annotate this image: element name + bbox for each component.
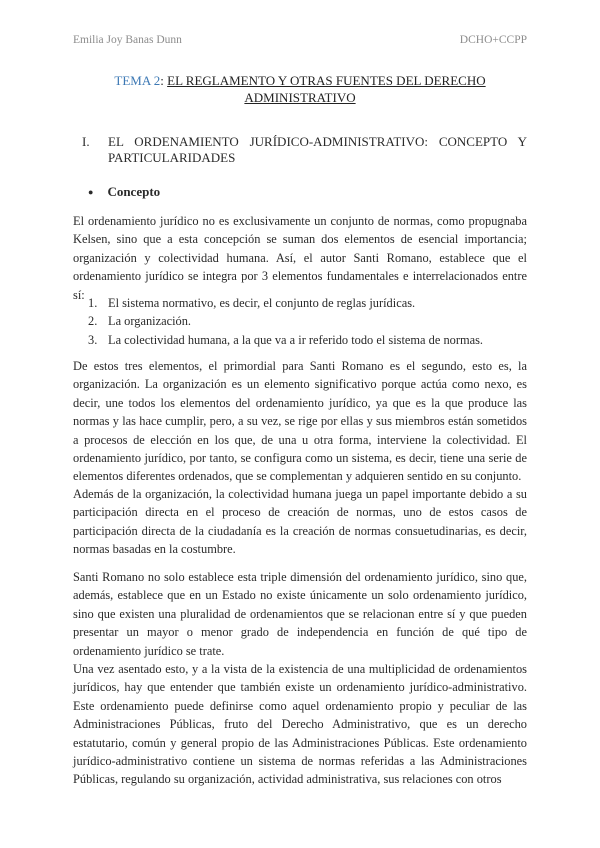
- paragraph-text: Santi Romano no solo establece esta triple dimensión del ordenamiento jurídico, sino que, además, establece que en un Estado no existe únicamente un solo ordenamiento jurídico, sino que existen una pluralidad de ordenamientos que se relacionan entre sí y que pueden presentar un mayor o menor grado de independencia en función de qué tipo de ordenamiento jurídico se trate.: [73, 570, 527, 658]
- paragraph-text: De estos tres elementos, el primordial para Santi Romano es el segundo, esto es, la organización. La organización es un elemento significativo porque actúa como nexo, es decir, une todos los elementos del ordenamiento jurídico, ya que es la que produce las normas y las hace cumplir, pero, a su vez, se rige por ellas y sus miembros están sometidos a procesos de elección en los que, de una u otra forma, interviene la colectividad. El ordenamiento jurídico, por tanto, se configura como un sistema, es decir, tiene una serie de elementos diferentes ordenados, que se complementan y adquieren sentido en su conjunto.: [73, 359, 527, 484]
- paragraph-1: [73, 212, 527, 304]
- section-heading: [82, 134, 527, 166]
- list-item-number: 3.: [88, 332, 98, 347]
- paragraph-text: Además de la organización, la colectividad humana juega un papel importante debido a su participación directa en el proceso de creación de normas, uno de estos casos de participación directa de la ciudadanía es la creación de normas consuetudinarias, es decir, normas basadas en la costumbre.: [73, 487, 527, 557]
- document-title: [73, 72, 527, 106]
- paragraph-4: [73, 568, 527, 660]
- paragraph-text: El ordenamiento jurídico no es exclusivamente un conjunto de normas, como propugnaba Kelsen, sino que a esta concepción se suman dos elementos de esencial importancia; organización y colectividad humana. Así, el autor Santi Romano, establece que el ordenamiento jurídico se integra por 3 elementos fundamentales e interrelacionados entre sí:: [73, 214, 527, 302]
- subsection-label: Concepto: [107, 184, 161, 199]
- title-prefix: TEMA 2: [114, 73, 161, 88]
- list-item-text: La colectividad humana, a la que va a ir referido todo el sistema de normas.: [108, 332, 484, 347]
- paragraph-text: Una vez asentado esto, y a la vista de la existencia de una multiplicidad de ordenamientos jurídicos, hay que entender que también existe un ordenamiento jurídico-administrativo. Este ordenamiento puede definirse como aquel ordenamiento propio y peculiar de las Administraciones Públicas, fruto del Derecho Administrativo, que es un derecho estatutario, común y general propio de las Administraciones Públicas. Este ordenamiento jurídico-administrativo contiene un sistema de normas referidas a las Administraciones Públicas, regulando su organización, actividad administrativa, sus relaciones con otros: [73, 662, 527, 787]
- list-item-text: La organización.: [108, 314, 192, 329]
- subsection-heading: [88, 184, 160, 200]
- title-line1: EL REGLAMENTO Y OTRAS FUENTES DEL DERECHO: [167, 73, 486, 88]
- list-item-text: El sistema normativo, es decir, el conjunto de reglas jurídicas.: [108, 296, 416, 310]
- numbered-list: [88, 294, 528, 349]
- header-course: DCHO+CCPP: [459, 34, 527, 46]
- list-item: [88, 294, 528, 312]
- paragraph-2: [73, 357, 527, 486]
- section-numeral: I.: [82, 134, 90, 149]
- title-colon: :: [160, 73, 168, 88]
- title-line2: ADMINISTRATIVO: [244, 90, 356, 105]
- section-heading-text: EL ORDENAMIENTO JURÍDICO-ADMINISTRATIVO: CONCEPTO Y PARTICULARIDADES: [108, 134, 527, 165]
- paragraph-5: [73, 660, 527, 789]
- list-item: [88, 312, 528, 330]
- list-item: [88, 331, 528, 349]
- page-header: [73, 34, 527, 46]
- paragraph-3: [73, 485, 527, 559]
- list-item-number: 1.: [88, 296, 98, 310]
- header-author: Emilia Joy Banas Dunn: [73, 34, 182, 46]
- bullet-icon: ●: [88, 187, 94, 197]
- list-item-number: 2.: [88, 314, 98, 329]
